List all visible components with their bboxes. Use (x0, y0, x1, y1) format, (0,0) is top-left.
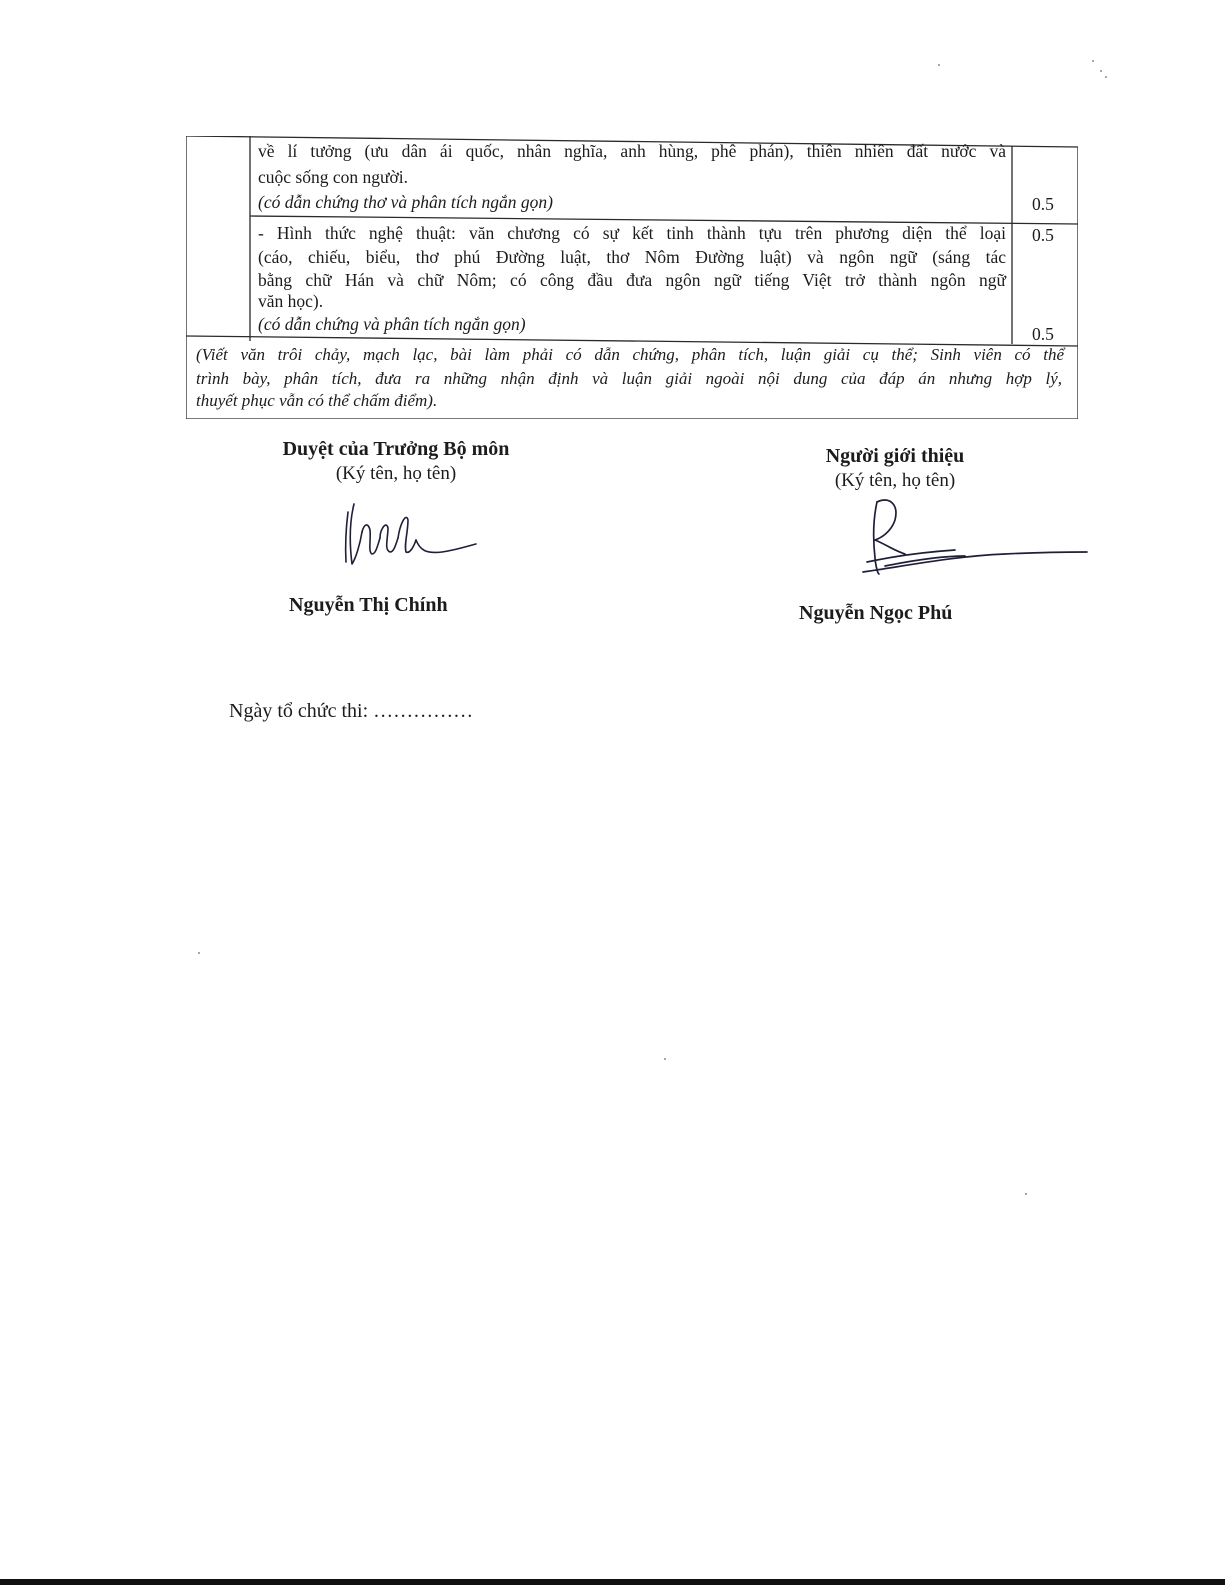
rubric-row2-line3: bằng chữ Hán và chữ Nôm; có công đầu đưa ngôn ngữ tiếng Việt trở thành ngôn ngữ (258, 270, 1006, 290)
signature-right-handwriting (855, 494, 1095, 580)
signature-block-right (765, 445, 1025, 492)
rubric-row2-line4: văn học). (258, 291, 324, 311)
signature-left-handwriting (330, 494, 490, 574)
scan-speck (938, 64, 940, 66)
rubric-row1-line2: cuộc sống con người. (258, 167, 408, 187)
rubric-table (186, 136, 1078, 419)
rubric-footer-line1: (Viết văn trôi chảy, mạch lạc, bài làm phải có dẫn chứng, phân tích, luận giải cụ thể; Sinh viên có thể (196, 345, 1064, 364)
rubric-row2-note: (có dẫn chứng và phân tích ngắn gọn) (258, 314, 526, 334)
rubric-row2-score-top: 0.5 (1032, 225, 1054, 245)
signature-right-subtitle: (Ký tên, họ tên) (834, 470, 956, 491)
scan-speck (198, 952, 200, 954)
scan-speck (1105, 76, 1107, 78)
signature-left-subtitle: (Ký tên, họ tên) (335, 463, 457, 484)
signature-left-name: Nguyễn Thị Chính (289, 594, 448, 616)
scan-speck (1025, 1193, 1027, 1195)
rubric-row1-score: 0.5 (1032, 194, 1054, 214)
rubric-row2-line1: - Hình thức nghệ thuật: văn chương có sự kết tinh thành tựu trên phương diện thể loại (258, 223, 1006, 243)
rubric-row1-line1: về lí tưởng (ưu dân ái quốc, nhân nghĩa, anh hùng, phê phán), thiên nhiên đất nước và (258, 141, 1006, 161)
rubric-row2-score-bottom: 0.5 (1032, 324, 1054, 344)
rubric-footer-line3: thuyết phục vẫn có thể chấm điểm). (196, 391, 438, 410)
signature-left-title: Duyệt của Trưởng Bộ môn (282, 438, 510, 460)
exam-date-line: Ngày tổ chức thi: …………… (229, 700, 474, 722)
signature-right-name: Nguyễn Ngọc Phú (799, 602, 953, 624)
signature-right-title: Người giới thiệu (825, 445, 965, 467)
signature-block-left (246, 438, 546, 485)
scan-speck (1092, 60, 1094, 62)
scan-speck (664, 1058, 666, 1060)
scan-speck (1100, 70, 1102, 72)
scan-bottom-edge (0, 1579, 1225, 1585)
rubric-row1-note: (có dẫn chứng thơ và phân tích ngắn gọn) (258, 192, 553, 212)
rubric-row2-line2: (cáo, chiếu, biểu, thơ phú Đường luật, thơ Nôm Đường luật) và ngôn ngữ (sáng tác (258, 247, 1006, 267)
rubric-footer-line2: trình bày, phân tích, đưa ra những nhận định và luận giải ngoài nội dung của đáp án nhưng hợp lý, (196, 369, 1062, 388)
